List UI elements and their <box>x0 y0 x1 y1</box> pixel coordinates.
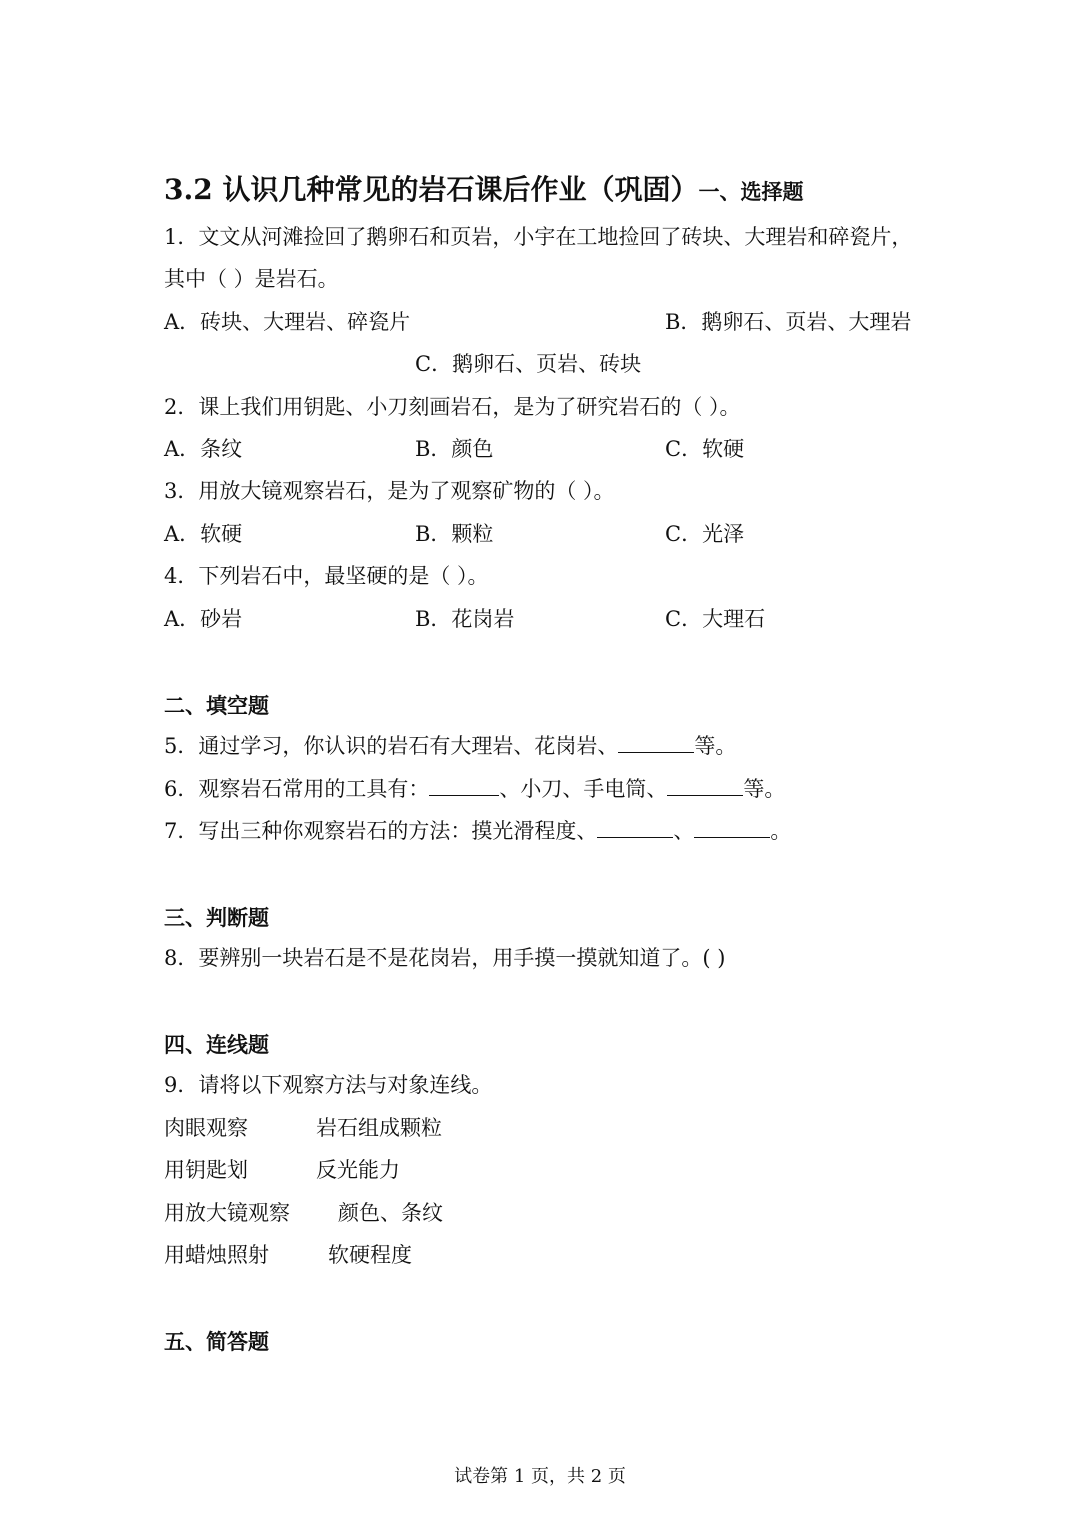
question-1-option-a: A．砖块、大理岩、碎瓷片 <box>164 310 411 334</box>
match-left-item: 用蜡烛照射 <box>164 1243 269 1267</box>
match-left-item: 肉眼观察 <box>164 1116 248 1140</box>
answer-blank[interactable] <box>429 777 499 796</box>
match-right-item: 反光能力 <box>316 1158 400 1182</box>
question-5 <box>164 731 736 761</box>
question-6 <box>164 774 785 804</box>
worksheet-title <box>164 168 803 208</box>
question-7-tail: 。 <box>770 819 792 843</box>
question-4-option-c: C．大理石 <box>665 607 766 631</box>
question-1-option-c: C．鹅卵石、页岩、砖块 <box>415 352 642 376</box>
question-4-option-b: B．花岗岩 <box>415 607 515 631</box>
question-9: 9．请将以下观察方法与对象连线。 <box>164 1073 493 1097</box>
answer-blank[interactable] <box>667 777 743 796</box>
question-6-middle: 、小刀、手电筒、 <box>499 777 668 801</box>
question-2: 2．课上我们用钥匙、小刀刻画岩石，是为了研究岩石的（ ）。 <box>164 395 741 419</box>
match-right-item: 软硬程度 <box>328 1243 412 1267</box>
section-heading-short-answer: 五、简答题 <box>164 1329 269 1354</box>
question-7-middle: 、 <box>673 819 695 843</box>
question-3: 3．用放大镜观察岩石，是为了观察矿物的（ ）。 <box>164 479 615 503</box>
question-8: 8．要辨别一块岩石是不是花岗岩，用手摸一摸就知道了。( ) <box>164 946 726 970</box>
section-heading-fill-blank: 二、填空题 <box>164 693 269 718</box>
question-2-option-a: A．条纹 <box>164 437 243 461</box>
section-heading-true-false: 三、判断题 <box>164 905 269 930</box>
match-right-item: 颜色、条纹 <box>338 1201 443 1225</box>
question-3-option-a: A．软硬 <box>164 522 243 546</box>
question-3-option-b: B．颗粒 <box>415 522 494 546</box>
question-3-option-c: C．光泽 <box>665 522 745 546</box>
question-1-option-b: B．鹅卵石、页岩、大理岩 <box>665 310 912 334</box>
question-1-line-1: 1．文文从河滩捡回了鹅卵石和页岩，小宇在工地捡回了砖块、大理岩和碎瓷片， <box>164 225 913 249</box>
question-2-option-c: C．软硬 <box>665 437 745 461</box>
question-4: 4．下列岩石中，最坚硬的是（ ）。 <box>164 564 489 588</box>
answer-blank[interactable] <box>618 734 694 753</box>
question-7 <box>164 816 791 846</box>
question-2-option-b: B．颜色 <box>415 437 494 461</box>
question-6-text: 6．观察岩石常用的工具有： <box>164 777 430 801</box>
question-5-tail: 等。 <box>694 734 737 758</box>
match-left-item: 用放大镜观察 <box>164 1201 290 1225</box>
match-right-item: 岩石组成颗粒 <box>316 1116 442 1140</box>
match-left-item: 用钥匙划 <box>164 1158 248 1182</box>
question-1-line-2: 其中（ ）是岩石。 <box>164 267 339 291</box>
question-6-tail: 等。 <box>743 777 786 801</box>
section-heading-choice: 一、选择题 <box>698 179 804 204</box>
title-main: 3.2 认识几种常见的岩石课后作业（巩固） <box>164 173 699 206</box>
question-7-text: 7．写出三种你观察岩石的方法：摸光滑程度、 <box>164 819 598 843</box>
question-4-option-a: A．砂岩 <box>164 607 243 631</box>
question-5-text: 5．通过学习，你认识的岩石有大理岩、花岗岩、 <box>164 734 619 758</box>
section-heading-matching: 四、连线题 <box>164 1032 269 1057</box>
answer-blank[interactable] <box>694 819 770 838</box>
answer-blank[interactable] <box>597 819 673 838</box>
page-footer: 试卷第 1 页，共 2 页 <box>454 1466 626 1487</box>
